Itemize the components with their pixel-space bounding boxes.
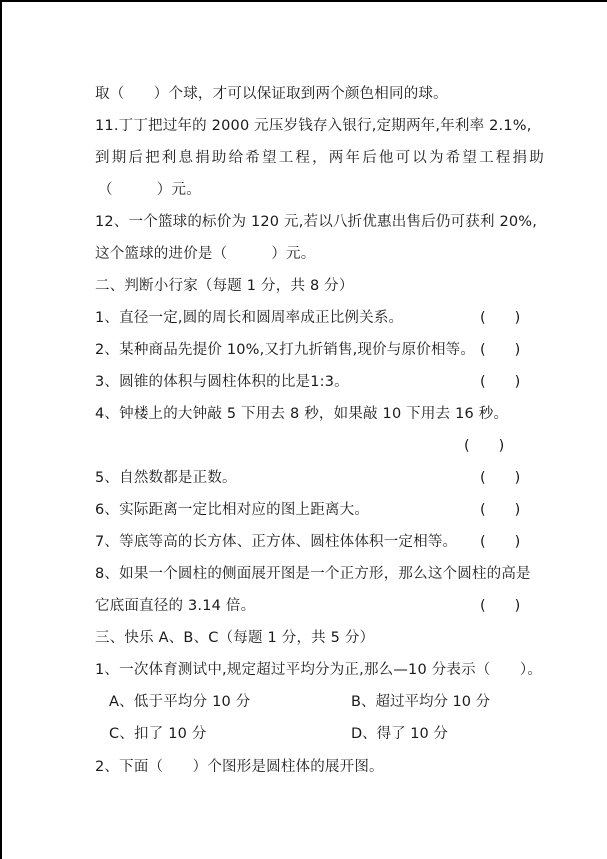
judge-item-6: 6、实际距离一定比相对应的图上距离大。 (95, 502, 370, 518)
section3-title: 三、快乐 A、B、C（每题 1 分，共 5 分） (95, 630, 375, 646)
choice-q1-option-d: D、得了 10 分 (351, 726, 448, 742)
judge-item-8-answer: ( ) (480, 598, 521, 614)
q10-continuation: 取（ ）个球，才可以保证取到两个颜色相同的球。 (95, 86, 448, 102)
judge-item-5: 5、自然数都是正数。 (95, 470, 237, 486)
q11-line-2: 到期后把利息捐助给希望工程，两年后他可以为希望工程捐助 (95, 150, 546, 166)
judge-item-3: 3、圆锥的体积与圆柱体积的比是1:3。 (95, 374, 349, 390)
choice-q1: 1、一次体育测试中,规定超过平均分为正,那么—10 分表示（ ）。 (95, 662, 543, 678)
choice-q1-option-b: B、超过平均分 10 分 (351, 694, 491, 710)
judge-item-6-answer: ( ) (480, 502, 521, 518)
choice-q1-option-c: C、扣了 10 分 (109, 726, 207, 742)
q12-line-1: 12、一个篮球的标价为 120 元,若以八折优惠出售后仍可获利 20%, (95, 214, 538, 230)
judge-item-7-answer: ( ) (480, 534, 521, 550)
choice-q1-option-a: A、低于平均分 10 分 (109, 694, 251, 710)
judge-item-1: 1、直径一定,圆的周长和圆周率成正比例关系。 (95, 310, 404, 326)
judge-item-2: 2、某种商品先提价 10%,又打九折销售,现价与原价相等。 (95, 342, 476, 358)
judge-item-5-answer: ( ) (480, 470, 521, 486)
judge-item-8: 8、如果一个圆柱的侧面展开图是一个正方形，那么这个圆柱的高是 (95, 566, 531, 582)
judge-item-2-answer: ( ) (480, 342, 521, 358)
judge-item-1-answer: ( ) (480, 310, 521, 326)
judge-item-4-answer: ( ) (464, 438, 505, 454)
q11-line-1: 11.丁丁把过年的 2000 元压岁钱存入银行,定期两年,年利率 2.1%, (95, 118, 532, 134)
section2-title: 二、判断小行家（每题 1 分，共 8 分） (95, 278, 354, 294)
q12-answer-line: 这个篮球的进价是（ ）元。 (95, 246, 316, 262)
judge-item-3-answer: ( ) (480, 374, 521, 390)
judge-item-4: 4、钟楼上的大钟敲 5 下用去 8 秒，如果敲 10 下用去 16 秒。 (95, 406, 509, 422)
judge-item-7: 7、等底等高的长方体、正方体、圆柱体体积一定相等。 (95, 534, 458, 550)
choice-q2: 2、下面（ ）个图形是圆柱体的展开图。 (95, 759, 384, 775)
judge-item-8-cont: 它底面直径的 3.14 倍。 (95, 598, 256, 614)
q11-answer-blank: （ ）元。 (98, 182, 201, 198)
